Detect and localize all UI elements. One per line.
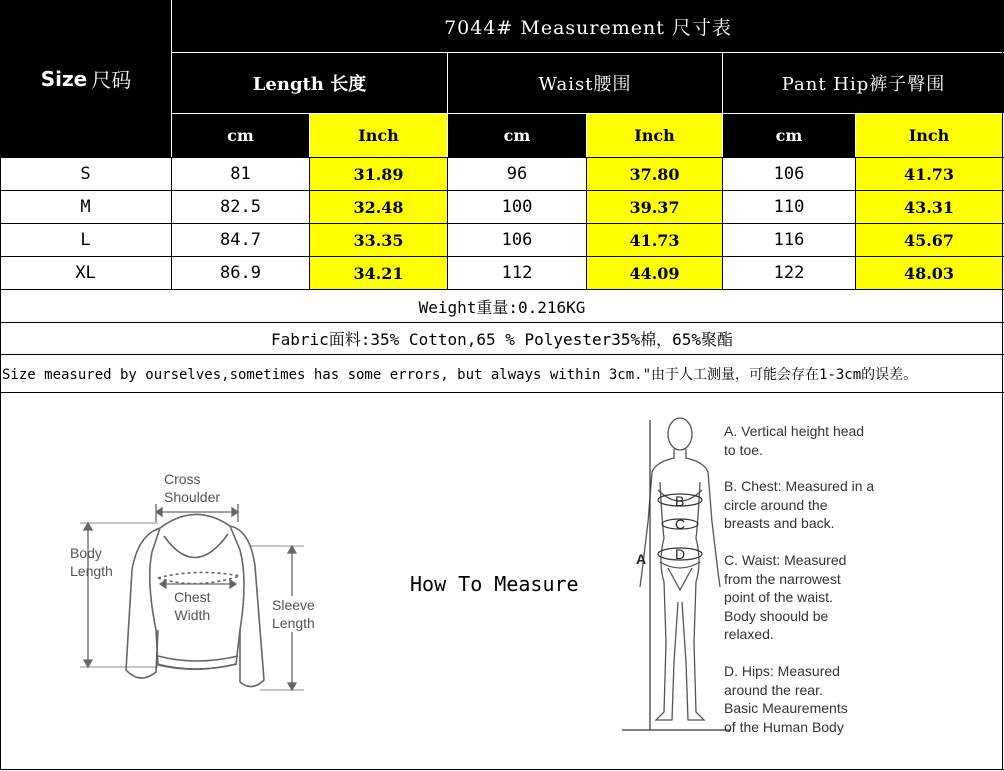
instruction-a: A. Vertical height head to toe. <box>724 423 865 458</box>
chest-width-label: Chest Width <box>174 589 211 623</box>
value-cell: 106 <box>773 164 805 184</box>
group-header-waist: Waist腰围 <box>448 53 722 113</box>
value-cell: 32.48 <box>310 191 447 223</box>
group-header-pant-hip: Pant Hip裤子臀围 <box>723 53 1004 113</box>
instruction-c: C. Waist: Measured from the narrowest point of the waist. Body shoould be relaxed. <box>724 552 847 642</box>
note-row: Size measured by ourselves,sometimes has some errors, but always within 3cm."由于人工测量，可能会存在1-3cm的误差。 <box>2 366 918 383</box>
value-cell: 39.37 <box>587 191 722 223</box>
value-cell: 41.73 <box>856 158 1002 190</box>
human-figure-icon <box>620 412 730 742</box>
body-letter-d: D <box>675 546 686 562</box>
sleeve-length-label: Sleeve Length <box>272 597 315 631</box>
unit-header: cm <box>723 114 855 157</box>
unit-header: Inch <box>587 114 722 157</box>
value-cell: 100 <box>501 197 533 217</box>
value-cell: 44.09 <box>587 257 722 289</box>
value-cell: 48.03 <box>856 257 1002 289</box>
table-title: 7044# Measurement 尺寸表 <box>172 0 1004 53</box>
value-cell: 116 <box>773 230 805 250</box>
value-cell: 41.73 <box>587 224 722 256</box>
value-cell: 37.80 <box>587 158 722 190</box>
value-cell: 106 <box>501 230 533 250</box>
value-cell: 34.21 <box>310 257 447 289</box>
value-cell: 81 <box>230 164 251 184</box>
value-cell: 96 <box>506 164 528 184</box>
instruction-b: B. Chest: Measured in a circle around the breasts and back. <box>724 478 875 531</box>
size-cell: XL <box>75 263 96 283</box>
instruction-d: D. Hips: Measured around the rear. Basic Meaurements of the Human Body <box>724 663 848 735</box>
size-cell: L <box>80 230 91 250</box>
value-cell: 31.89 <box>310 158 447 190</box>
unit-header: Inch <box>856 114 1002 157</box>
cross-shoulder-label: Cross Shoulder <box>164 471 221 505</box>
value-cell: 45.67 <box>856 224 1002 256</box>
body-letter-b: B <box>675 493 685 509</box>
size-header-label-cn: 尺码 <box>91 68 132 92</box>
shirt-diagram <box>60 460 350 700</box>
value-cell: 122 <box>773 263 805 283</box>
value-cell: 86.9 <box>220 263 261 283</box>
size-header-cell <box>0 0 172 157</box>
size-cell: M <box>80 197 91 217</box>
size-cell: S <box>80 164 91 184</box>
how-to-measure-title: How To Measure <box>410 572 579 596</box>
body-letter-c: C <box>675 516 686 532</box>
value-cell: 112 <box>501 263 533 283</box>
unit-header: cm <box>448 114 586 157</box>
unit-header: cm <box>172 114 309 157</box>
value-cell: 84.7 <box>220 230 261 250</box>
body-letter-a: A <box>636 551 647 567</box>
group-header-length: Length 长度 <box>172 53 447 113</box>
value-cell: 82.5 <box>220 197 261 217</box>
unit-header: Inch <box>310 114 447 157</box>
body-diagram <box>620 412 730 742</box>
value-cell: 43.31 <box>856 191 1002 223</box>
size-header-label: Size <box>40 66 88 91</box>
value-cell: 33.35 <box>310 224 447 256</box>
value-cell: 110 <box>773 197 805 217</box>
body-length-label: Body Length <box>70 545 113 579</box>
weight-row: Weight重量:0.216KG <box>418 297 586 317</box>
fabric-row: Fabric面料:35% Cotton,65 % Polyester35%棉，65%聚酯 <box>270 330 734 349</box>
